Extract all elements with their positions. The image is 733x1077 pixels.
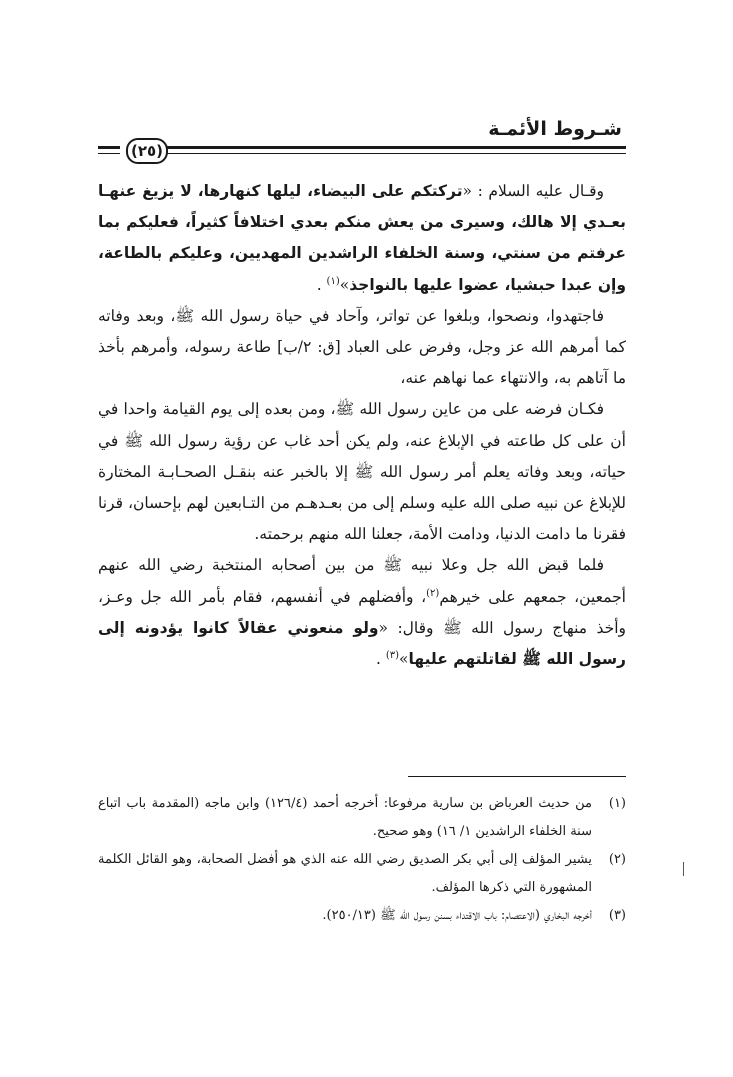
footnote-1 — [98, 790, 626, 846]
footnote-2 — [98, 846, 626, 902]
page-header — [98, 118, 626, 172]
footnote-text: أخرجه البخاري (الاعتصام: باب الاقتداء بسنن رسول الله ﷺ (٢٥٠/١٣). — [322, 908, 592, 923]
quote-close: » — [339, 275, 350, 294]
sentence-end: . — [316, 275, 327, 294]
running-title: شـروط الأئمـة — [488, 118, 622, 140]
footnote-separator — [408, 776, 626, 777]
footnote-ref-1[interactable]: (١) — [326, 275, 340, 287]
abu-bakr-quote: ولو منعوني عقالاً كانوا يؤدونه إلى رسول الله ﷺ لقاتلتهم عليها — [98, 618, 626, 669]
footnote-number: (٢) — [608, 852, 626, 867]
footnote-ref-2[interactable]: (٢) — [426, 587, 440, 599]
footnote-ref-3[interactable]: (٣) — [385, 649, 400, 661]
sentence-end: . — [376, 650, 386, 669]
footnote-3 — [98, 902, 626, 930]
paragraph-2: فاجتهدوا، ونصحوا، وبلغوا عن تواتر، وآحاد في حياة رسول الله ﷺ، وبعد وفاته كما أمرهم الله عز وجل، وفرض على العباد [ق: ٢/ب] طاعة رسوله، وأمرهم بأخذ ما آتاهم به، والانتهاء عما نهاهم عنه، — [98, 306, 626, 388]
paragraph-text: ، وأفضلهم في أنفسهم، فقام بأمر الله جل وعـز، وأخذ منهاج رسول الله ﷺ وقال: « — [98, 587, 627, 637]
header-rule-thin — [166, 153, 626, 154]
footnotes — [98, 790, 626, 930]
page-number-badge: (٢٥) — [126, 138, 168, 164]
paragraph-text: فلما قبض الله جل وعلا نبيه ﷺ من بين أصحابه المنتخبة رضي الله عنهم أجمعين، جمعهم على خيرهم — [98, 556, 626, 606]
paragraph-text: وقـال عليه السلام : « — [462, 182, 605, 200]
margin-mark — [683, 862, 684, 876]
hadith-quote: تركتكم على البيضاء، ليلها كنهارها، لا يزيغ عنهـا بعـدي إلا هالك، وسيرى من يعش منكم بعدي اختلافاً كثيراً، فعليكم بما عرفتم من سنتي، وسنة الخلفاء الراشدين المهديين، وعليكم بالطاعة، وإن عبدا حبشيا، عضوا عليها بالنواجذ — [98, 182, 626, 294]
paragraph-4 — [98, 550, 626, 675]
footnote-number: (١) — [608, 796, 626, 811]
main-text — [98, 176, 626, 675]
paragraph-3: فكـان فرضه على من عاين رسول الله ﷺ، ومن بعده إلى يوم القيامة واحدا في أن على كل طاعته في الإبلاغ عنه، ولم يكن أحد غاب عن رؤية رسول الله ﷺ في حياته، وبعد وفاته يعلم أمر رسول الله ﷺ إلا بالخبر عنه بنقـل الصحـابـة المختارة للإبلاغ عن نبيه صلى الله عليه وسلم إلى من بعـدهـم من التـابعين لهم بإحسان، قرنا فقرنا ما دامت الدنيا، ودامت الأمة، جعلنا الله منهم برحمته. — [98, 400, 626, 544]
footnote-text: يشير المؤلف إلى أبي بكر الصديق رضي الله عنه الذي هو أفضل الصحابة، وهو القائل الكلمة المشهورة التي ذكرها المؤلف. — [98, 852, 592, 895]
quote-close: » — [399, 650, 409, 669]
header-rule-thick — [166, 146, 626, 149]
footnote-number: (٣) — [608, 908, 626, 923]
footnote-text: من حديث العرباض بن سارية مرفوعا: أخرجه أحمد (١٢٦/٤) وابن ماجه (المقدمة باب اتباع سنة الخلفاء الراشدين ١/ ١٦) وهو صحيح. — [98, 796, 592, 839]
paragraph-hadith — [98, 176, 626, 301]
header-rule-left-thin — [98, 153, 120, 154]
header-rule-left-thick — [98, 146, 120, 149]
